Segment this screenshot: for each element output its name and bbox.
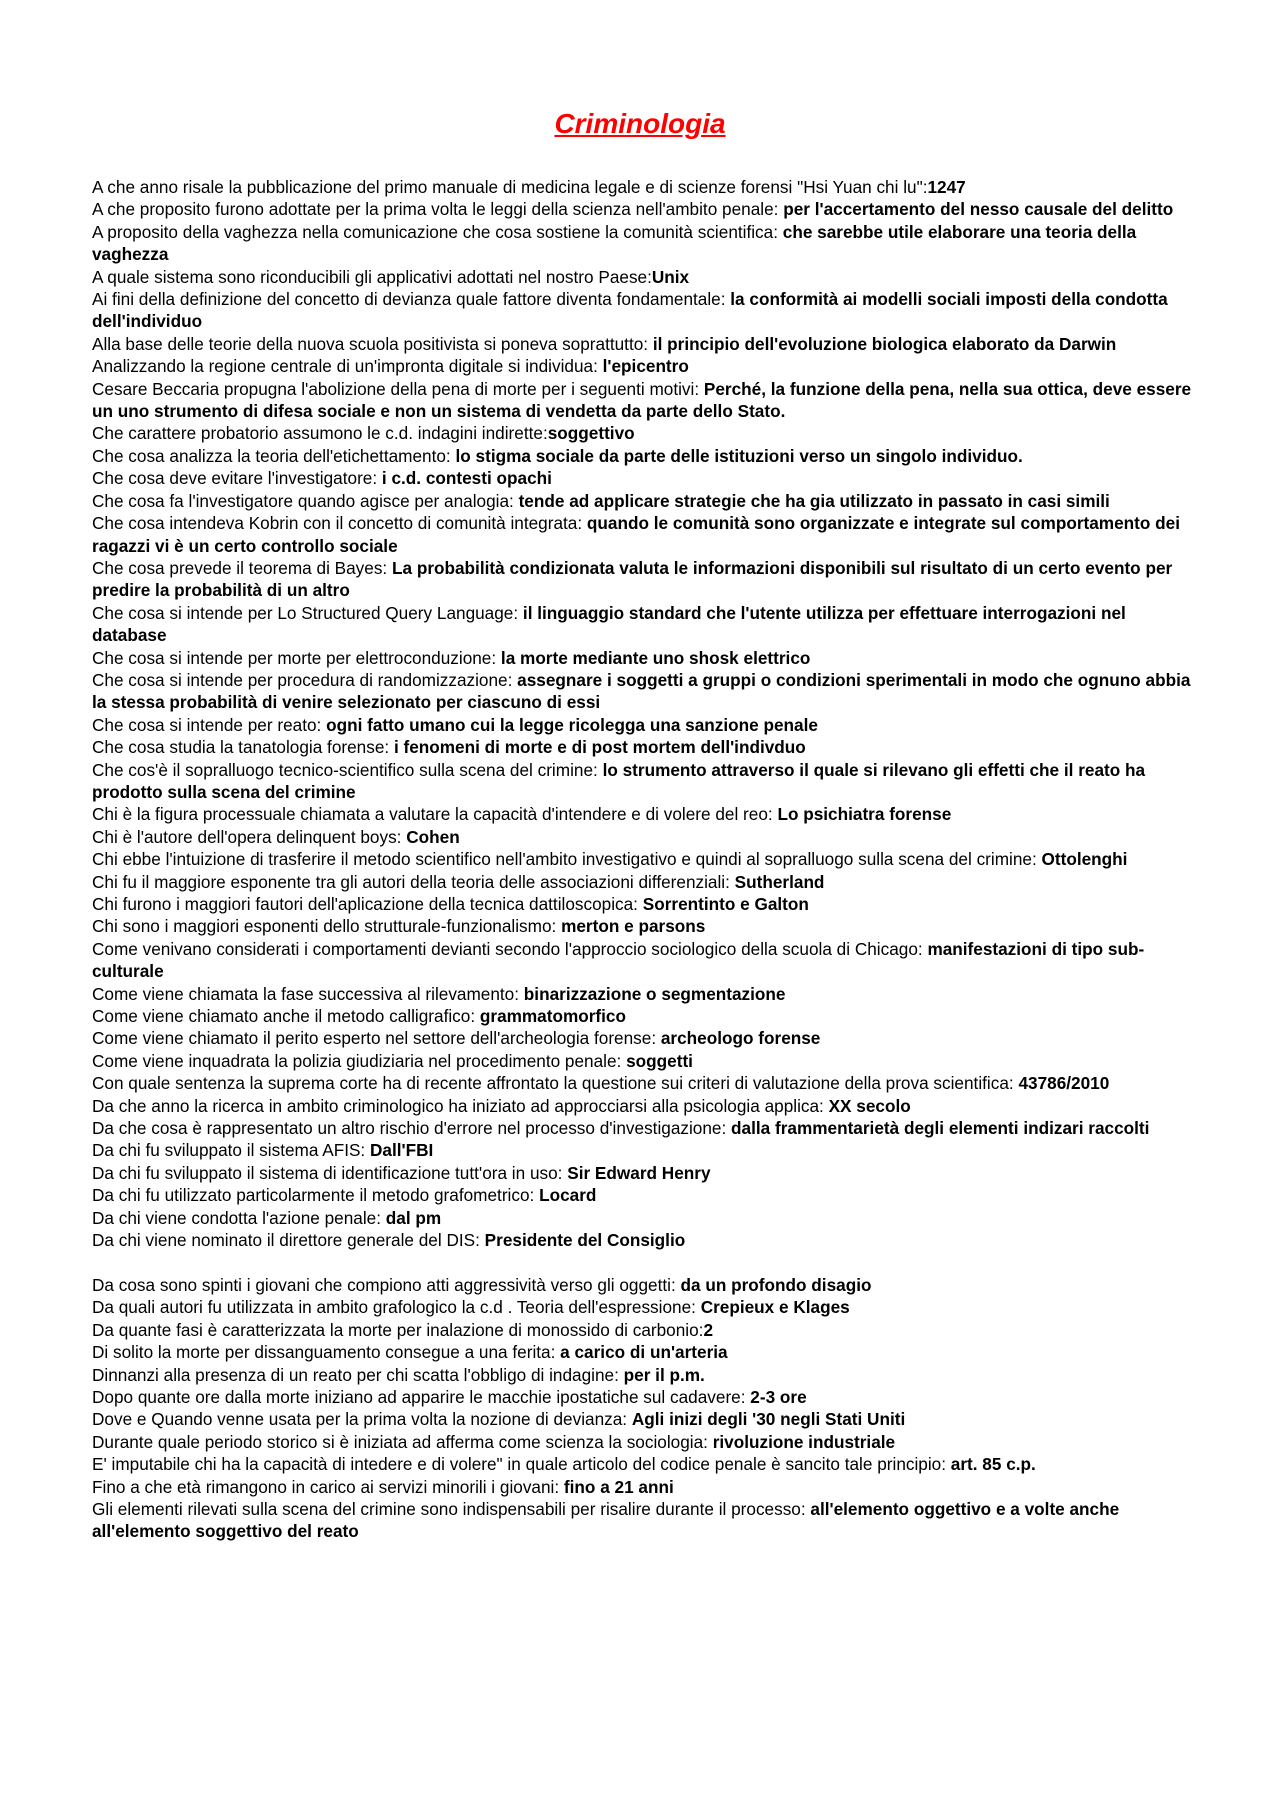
- question-text: Come viene inquadrata la polizia giudiziaria nel procedimento penale:: [92, 1050, 627, 1071]
- question-text: A quale sistema sono riconducibili gli applicativi adottati nel nostro Paese:: [92, 266, 652, 287]
- question-text: Che cosa si intende per Lo Structured Query Language:: [92, 602, 523, 623]
- answer-text: quando le comunità sono organizzate e integrate sul comportamento dei ragazzi vi è un certo controllo sociale: [92, 513, 1180, 556]
- question-text: Che cosa studia la tanatologia forense:: [92, 737, 394, 758]
- list-item: [92, 1229, 1202, 1251]
- list-item: [92, 1319, 1202, 1341]
- answer-text: archeologo forense: [660, 1028, 821, 1049]
- answer-text: assegnare i soggetti a gruppi o condizioni sperimentali in modo che ognuno abbia la stessa probabilità di venire selezionato per ciascuno di essi: [92, 669, 1191, 713]
- list-item: [92, 198, 1202, 220]
- question-text: A che anno risale la pubblicazione del primo manuale di medicina legale e di scienze forensi "Hsi Yuan chi lu":: [92, 177, 928, 197]
- list-item: [92, 1072, 1202, 1094]
- answer-text: Perché, la funzione della pena, nella sua ottica, deve essere un uno strumento di difesa sociale e non un sistema di vendetta da parte dello Stato.: [92, 378, 1192, 422]
- answer-text: 2-3 ore: [750, 1386, 807, 1407]
- question-text: Da chi fu sviluppato il sistema di identificazione tutt'ora in uso:: [92, 1162, 568, 1183]
- answer-text: Dall'FBI: [369, 1140, 434, 1161]
- answer-text: soggetti: [626, 1050, 693, 1071]
- list-item: [92, 647, 1202, 669]
- answer-text: Locard: [539, 1185, 597, 1206]
- question-text: Analizzando la regione centrale di un'impronta digitale si individua:: [92, 356, 603, 377]
- question-text: Da chi viene nominato il direttore generale del DIS:: [92, 1230, 485, 1251]
- list-item: [92, 714, 1202, 736]
- list-item: [92, 1498, 1202, 1543]
- answer-text: merton e parsons: [561, 916, 706, 937]
- answer-text: rivoluzione industriale: [712, 1431, 896, 1452]
- list-item: [92, 803, 1202, 825]
- list-item: [92, 893, 1202, 915]
- question-text: Come viene chiamato anche il metodo calligrafico:: [92, 1006, 480, 1027]
- question-text: E' imputabile chi ha la capacità di intedere e di volere" in quale articolo del codice penale è sancito tale principio:: [92, 1454, 951, 1475]
- list-item: [92, 1027, 1202, 1049]
- question-text: Come venivano considerati i comportamenti devianti secondo l'approccio sociologico della scuola di Chicago:: [92, 938, 928, 959]
- list-item: [92, 288, 1202, 333]
- answer-text: Crepieux e Klages: [700, 1297, 850, 1318]
- question-text: Da chi viene condotta l'azione penale:: [92, 1207, 386, 1228]
- question-text: Chi è l'autore dell'opera delinquent boys:: [92, 826, 407, 847]
- question-text: Da quante fasi è caratterizzata la morte per inalazione di monossido di carbonio:: [92, 1319, 704, 1340]
- list-item: [92, 1274, 1202, 1296]
- list-item: [92, 915, 1202, 937]
- question-text: Chi è la figura processuale chiamata a valutare la capacità d'intendere e di volere del reo:: [92, 804, 778, 825]
- answer-text: i fenomeni di morte e di post mortem dell'indivduo: [393, 737, 806, 758]
- list-item: [92, 1050, 1202, 1072]
- answer-text: per il p.m.: [623, 1364, 705, 1385]
- answer-text: per l'accertamento del nesso causale del delitto: [783, 199, 1174, 220]
- answer-text: soggettivo: [547, 423, 635, 444]
- question-text: A che proposito furono adottate per la prima volta le leggi della scienza nell'ambito penale:: [92, 199, 784, 220]
- answer-text: art. 85 c.p.: [950, 1454, 1036, 1475]
- answer-text: dalla frammentarietà degli elementi indizari raccolti: [731, 1118, 1150, 1139]
- question-text: Che cosa analizza la teoria dell'etichettamento:: [92, 445, 456, 466]
- list-item: [92, 445, 1202, 467]
- answer-text: La probabilità condizionata valuta le informazioni disponibili sul risultato di un certo evento per predire la probabilità di un altro: [92, 557, 1173, 601]
- list-item: [92, 1207, 1202, 1229]
- question-text: Da che anno la ricerca in ambito criminologico ha iniziato ad approcciarsi alla psicologia applica:: [92, 1095, 829, 1116]
- question-text: Da chi fu sviluppato il sistema AFIS:: [92, 1140, 370, 1161]
- answer-text: da un profondo disagio: [680, 1274, 872, 1295]
- question-text: Che cosa deve evitare l'investigatore:: [92, 468, 382, 489]
- answer-text: che sarebbe utile elaborare una teoria della vaghezza: [92, 221, 1137, 265]
- list-item: [92, 602, 1202, 647]
- answer-text: ogni fatto umano cui la legge ricolegga una sanzione penale: [326, 714, 818, 735]
- question-text: Da chi fu utilizzato particolarmente il metodo grafometrico:: [92, 1185, 540, 1206]
- answer-text: Agli inizi degli '30 negli Stati Uniti: [631, 1409, 906, 1430]
- answer-text: binarizzazione o segmentazione: [523, 983, 786, 1004]
- answer-text: XX secolo: [828, 1095, 911, 1116]
- answer-text: a carico di un'arteria: [560, 1342, 728, 1363]
- answer-text: i c.d. contesti opachi: [381, 468, 552, 489]
- list-item: [92, 378, 1202, 423]
- question-text: Chi fu il maggiore esponente tra gli autori della teoria delle associazioni differenziali:: [92, 871, 735, 892]
- list-item: [92, 871, 1202, 893]
- document-title: Criminologia: [554, 108, 726, 139]
- question-text: Da cosa sono spinti i giovani che compiono atti aggressività verso gli oggetti:: [92, 1274, 681, 1295]
- list-item: [92, 848, 1202, 870]
- answer-text: 2: [703, 1319, 714, 1340]
- question-text: Che cosa intendeva Kobrin con il concetto di comunità integrata:: [92, 513, 587, 534]
- answer-text: lo strumento attraverso il quale si rilevano gli effetti che il reato ha prodotto sulla scena del crimine: [92, 759, 1146, 802]
- list-item: [92, 938, 1202, 983]
- question-text: Come viene chiamata la fase successiva al rilevamento:: [92, 983, 524, 1004]
- question-text: Che cosa fa l'investigatore quando agisce per analogia:: [92, 490, 519, 511]
- list-item: [92, 736, 1202, 758]
- answer-text: Cohen: [406, 826, 460, 847]
- list-item: [92, 355, 1202, 377]
- list-item: [92, 422, 1202, 444]
- question-text: Che cos'è il sopralluogo tecnico-scientifico sulla scena del crimine:: [92, 759, 603, 780]
- question-text: Che cosa prevede il teorema di Bayes:: [92, 557, 392, 578]
- answer-text: Unix: [651, 266, 690, 287]
- question-text: Dinnanzi alla presenza di un reato per chi scatta l'obbligo di indagine:: [92, 1364, 624, 1385]
- list-item: [92, 1431, 1202, 1453]
- question-text: Come viene chiamato il perito esperto nel settore dell'archeologia forense:: [92, 1028, 661, 1049]
- answer-text: tende ad applicare strategie che ha gia utilizzato in passato in casi simili: [518, 490, 1110, 511]
- list-item: [92, 1162, 1202, 1184]
- answer-text: manifestazioni di tipo sub-culturale: [92, 938, 1145, 982]
- answer-text: lo stigma sociale da parte delle istituzioni verso un singolo individuo.: [455, 445, 1023, 466]
- answer-text: l'epicentro: [602, 356, 689, 377]
- list-item: [92, 176, 1202, 198]
- question-text: Da quali autori fu utilizzata in ambito grafologico la c.d . Teoria dell'espressione:: [92, 1297, 701, 1318]
- list-item: [92, 1386, 1202, 1408]
- list-item: [92, 1184, 1202, 1206]
- list-item: [92, 669, 1202, 714]
- question-text: Che carattere probatorio assumono le c.d. indagini indirette:: [92, 423, 548, 444]
- answer-text: Sorrentinto e Galton: [642, 894, 809, 914]
- list-item: [92, 1476, 1202, 1498]
- list-item: [92, 1341, 1202, 1363]
- list-item: [92, 1139, 1202, 1161]
- question-text: Di solito la morte per dissanguamento consegue a una ferita:: [92, 1342, 561, 1363]
- answer-text: Ottolenghi: [1041, 849, 1128, 870]
- list-item: [92, 490, 1202, 512]
- question-text: Chi furono i maggiori fautori dell'aplicazione della tecnica dattiloscopica:: [92, 894, 643, 914]
- answer-text: all'elemento oggettivo e a volte anche all'elemento soggettivo del reato: [92, 1498, 1120, 1542]
- list-item: [92, 1095, 1202, 1117]
- question-text: Chi ebbe l'intuizione di trasferire il metodo scientifico nell'ambito investigativo e quindi al sopralluogo sulla scena del crimine:: [92, 849, 1042, 870]
- answer-text: la morte mediante uno shosk elettrico: [500, 647, 811, 668]
- question-text: Ai fini della definizione del concetto di devianza quale fattore diventa fondamentale:: [92, 289, 731, 310]
- list-item: [92, 557, 1202, 602]
- list-item: [92, 221, 1202, 266]
- answer-text: la conformità ai modelli sociali imposti della condotta dell'individuo: [92, 289, 1168, 332]
- list-item: [92, 826, 1202, 848]
- list-item: [92, 512, 1202, 557]
- question-text: Chi sono i maggiori esponenti dello strutturale-funzionalismo:: [92, 916, 562, 937]
- question-text: Che cosa si intende per morte per elettroconduzione:: [92, 647, 501, 668]
- list-item: [92, 983, 1202, 1005]
- list-item: [92, 1408, 1202, 1430]
- question-text: A proposito della vaghezza nella comunicazione che cosa sostiene la comunità scientifica:: [92, 221, 783, 242]
- answer-text: grammatomorfico: [479, 1006, 626, 1027]
- list-item: [92, 1005, 1202, 1027]
- answer-text: Sir Edward Henry: [567, 1162, 711, 1183]
- answer-text: dal pm: [385, 1207, 442, 1228]
- answer-text: Presidente del Consiglio: [484, 1230, 686, 1251]
- question-text: Che cosa si intende per procedura di randomizzazione:: [92, 669, 518, 690]
- answer-text: Sutherland: [734, 871, 825, 892]
- answer-text: 1247: [927, 177, 966, 197]
- question-text: Alla base delle teorie della nuova scuola positivista si poneva soprattutto:: [92, 333, 653, 354]
- question-text: Che cosa si intende per reato:: [92, 714, 327, 735]
- list-item: [92, 1117, 1202, 1139]
- answer-text: il principio dell'evoluzione biologica elaborato da Darwin: [652, 333, 1117, 354]
- answer-text: fino a 21 anni: [563, 1476, 674, 1497]
- list-item: [92, 467, 1202, 489]
- question-text: Da che cosa è rappresentato un altro rischio d'errore nel processo d'investigazione:: [92, 1118, 732, 1139]
- question-text: Con quale sentenza la suprema corte ha di recente affrontato la questione sui criteri di valutazione della prova scientifica:: [92, 1073, 1019, 1094]
- question-text: Dove e Quando venne usata per la prima volta la nozione di devianza:: [92, 1409, 632, 1430]
- list-item: [92, 1296, 1202, 1318]
- list-item: [92, 1453, 1202, 1475]
- question-text: Cesare Beccaria propugna l'abolizione della pena di morte per i seguenti motivi:: [92, 378, 704, 399]
- answer-text: il linguaggio standard che l'utente utilizza per effettuare interrogazioni nel database: [92, 602, 1126, 646]
- question-text: Durante quale periodo storico si è iniziata ad afferma come scienza la sociologia:: [92, 1431, 713, 1452]
- question-answer-list: [92, 176, 1202, 1543]
- list-item: [92, 333, 1202, 355]
- answer-text: 43786/2010: [1018, 1073, 1110, 1094]
- question-text: Dopo quante ore dalla morte iniziano ad apparire le macchie ipostatiche sul cadavere:: [92, 1386, 751, 1407]
- list-item: [92, 1364, 1202, 1386]
- answer-text: Lo psichiatra forense: [777, 804, 952, 825]
- list-item: [92, 759, 1202, 804]
- list-item: [92, 266, 1202, 288]
- question-text: Fino a che età rimangono in carico ai servizi minorili i giovani:: [92, 1476, 564, 1497]
- question-text: Gli elementi rilevati sulla scena del crimine sono indispensabili per risalire durante il processo:: [92, 1498, 811, 1519]
